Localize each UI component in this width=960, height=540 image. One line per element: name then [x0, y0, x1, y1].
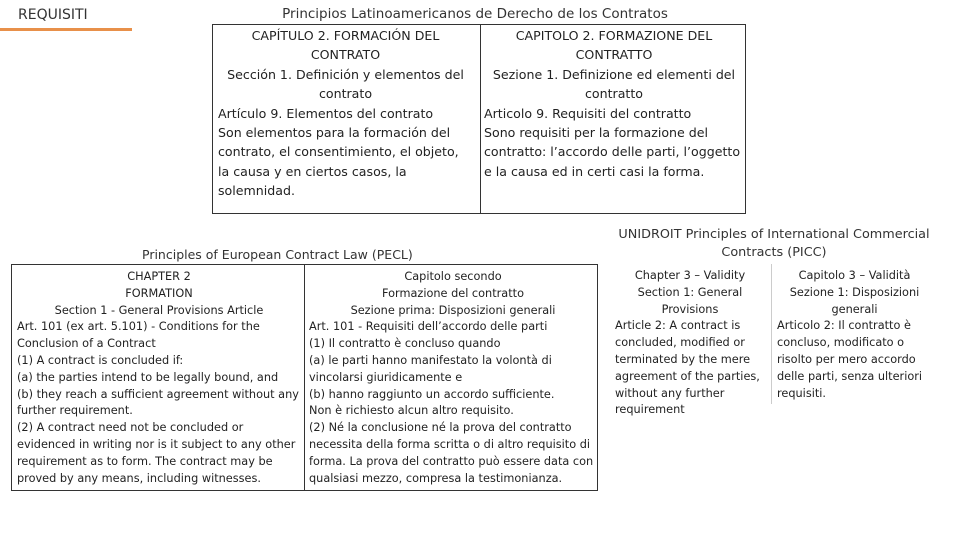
plcc-title: Principios Latinoamericanos de Derecho de los Contratos	[282, 6, 668, 22]
pecl-en-pa: (a) the parties intend to be legally bound, and	[17, 370, 279, 384]
unidroit-title: UNIDROIT Principles of International Commercial Contracts (PICC)	[618, 227, 930, 260]
plcc-column-divider	[480, 25, 481, 213]
plcc-spanish-column	[218, 26, 473, 201]
pecl-en-section: Section 1 - General Provisions Article	[54, 303, 264, 317]
pecl-it-section: Sezione prima: Disposizioni generali	[350, 303, 556, 317]
plcc-es-article: Artículo 9. Elementos del contrato	[218, 105, 434, 121]
unidroit-column-divider	[771, 264, 772, 404]
pecl-en-chapter-name: FORMATION	[125, 286, 193, 300]
pecl-it-article: Art. 101 - Requisiti dell’accordo delle parti	[309, 320, 548, 334]
plcc-it-body: Sono requisiti per la formazione del contratto: l’accordo delle parti, l’oggetto e la causa ed in certi casi la forma.	[484, 125, 741, 179]
pecl-en-chapter: CHAPTER 2	[127, 270, 191, 283]
pecl-it-pb2: Non è richiesto alcun altro requisito.	[309, 404, 514, 418]
section-label: REQUISITI	[18, 7, 88, 23]
pecl-it-chapter-name: Formazione del contratto	[382, 286, 524, 300]
unidroit-en-section: Section 1: General Provisions	[637, 285, 743, 316]
unidroit-table	[607, 264, 937, 417]
pecl-english-column	[17, 269, 301, 487]
pecl-it-chapter: Capitolo secondo	[404, 270, 502, 283]
pecl-en-p1: (1) A contract is concluded if:	[17, 353, 184, 367]
plcc-it-chapter: CAPITOLO 2. FORMAZIONE DEL CONTRATTO	[515, 28, 713, 63]
unidroit-it-chapter: Capitolo 3 – Validità	[798, 269, 911, 282]
unidroit-italian-column	[777, 268, 932, 402]
pecl-table	[11, 264, 598, 491]
unidroit-en-body: Article 2: A contract is concluded, modified or terminated by the mere agreement of the parties, without any further requirement	[615, 319, 760, 417]
plcc-italian-column	[484, 26, 744, 181]
pecl-italian-column	[309, 269, 597, 487]
pecl-it-p2: (2) Né la conclusione né la prova del contratto necessita della forma scritta o di altro requisito di forma. La prova del contratto può essere data con qualsiasi mezzo, compresa la testimonianza.	[309, 421, 594, 485]
plcc-table	[212, 24, 746, 214]
accent-underline	[0, 28, 132, 31]
plcc-it-section: Sezione 1. Definizione ed elementi del contratto	[492, 66, 736, 102]
unidroit-english-column	[615, 268, 765, 419]
pecl-title: Principles of European Contract Law (PECL)	[142, 247, 413, 262]
pecl-it-pa: (a) le parti hanno manifestato la volontà di vincolarsi giuridicamente e	[309, 353, 552, 384]
pecl-en-pb: (b) they reach a sufficient agreement without any further requirement.	[17, 387, 299, 418]
pecl-it-p1: (1) Il contratto è concluso quando	[309, 337, 501, 351]
pecl-column-divider	[304, 265, 305, 490]
unidroit-it-body: Articolo 2: Il contratto è concluso, modificato o risolto per mero accordo delle parti, senza ulteriori requisiti.	[777, 319, 923, 400]
plcc-es-chapter: CAPÍTULO 2. FORMACIÓN DEL CONTRATO	[251, 28, 440, 63]
pecl-it-pb: (b) hanno raggiunto un accordo sufficiente.	[309, 387, 555, 401]
pecl-en-article: Art. 101 (ex art. 5.101) - Conditions for the Conclusion of a Contract	[17, 320, 260, 351]
pecl-en-p2: (2) A contract need not be concluded or evidenced in writing nor is it subject to any other requirement as to form. The contract may be proved by any means, including witnesses.	[17, 421, 296, 485]
unidroit-it-section: Sezione 1: Disposizioni generali	[789, 285, 920, 316]
plcc-es-body: Son elementos para la formación del contrato, el consentimiento, el objeto, la causa y en ciertos casos, la solemnidad.	[218, 125, 459, 199]
plcc-it-article: Articolo 9. Requisiti del contratto	[484, 105, 692, 121]
plcc-es-section: Sección 1. Definición y elementos del contrato	[227, 66, 464, 102]
unidroit-en-chapter: Chapter 3 – Validity	[634, 269, 746, 282]
